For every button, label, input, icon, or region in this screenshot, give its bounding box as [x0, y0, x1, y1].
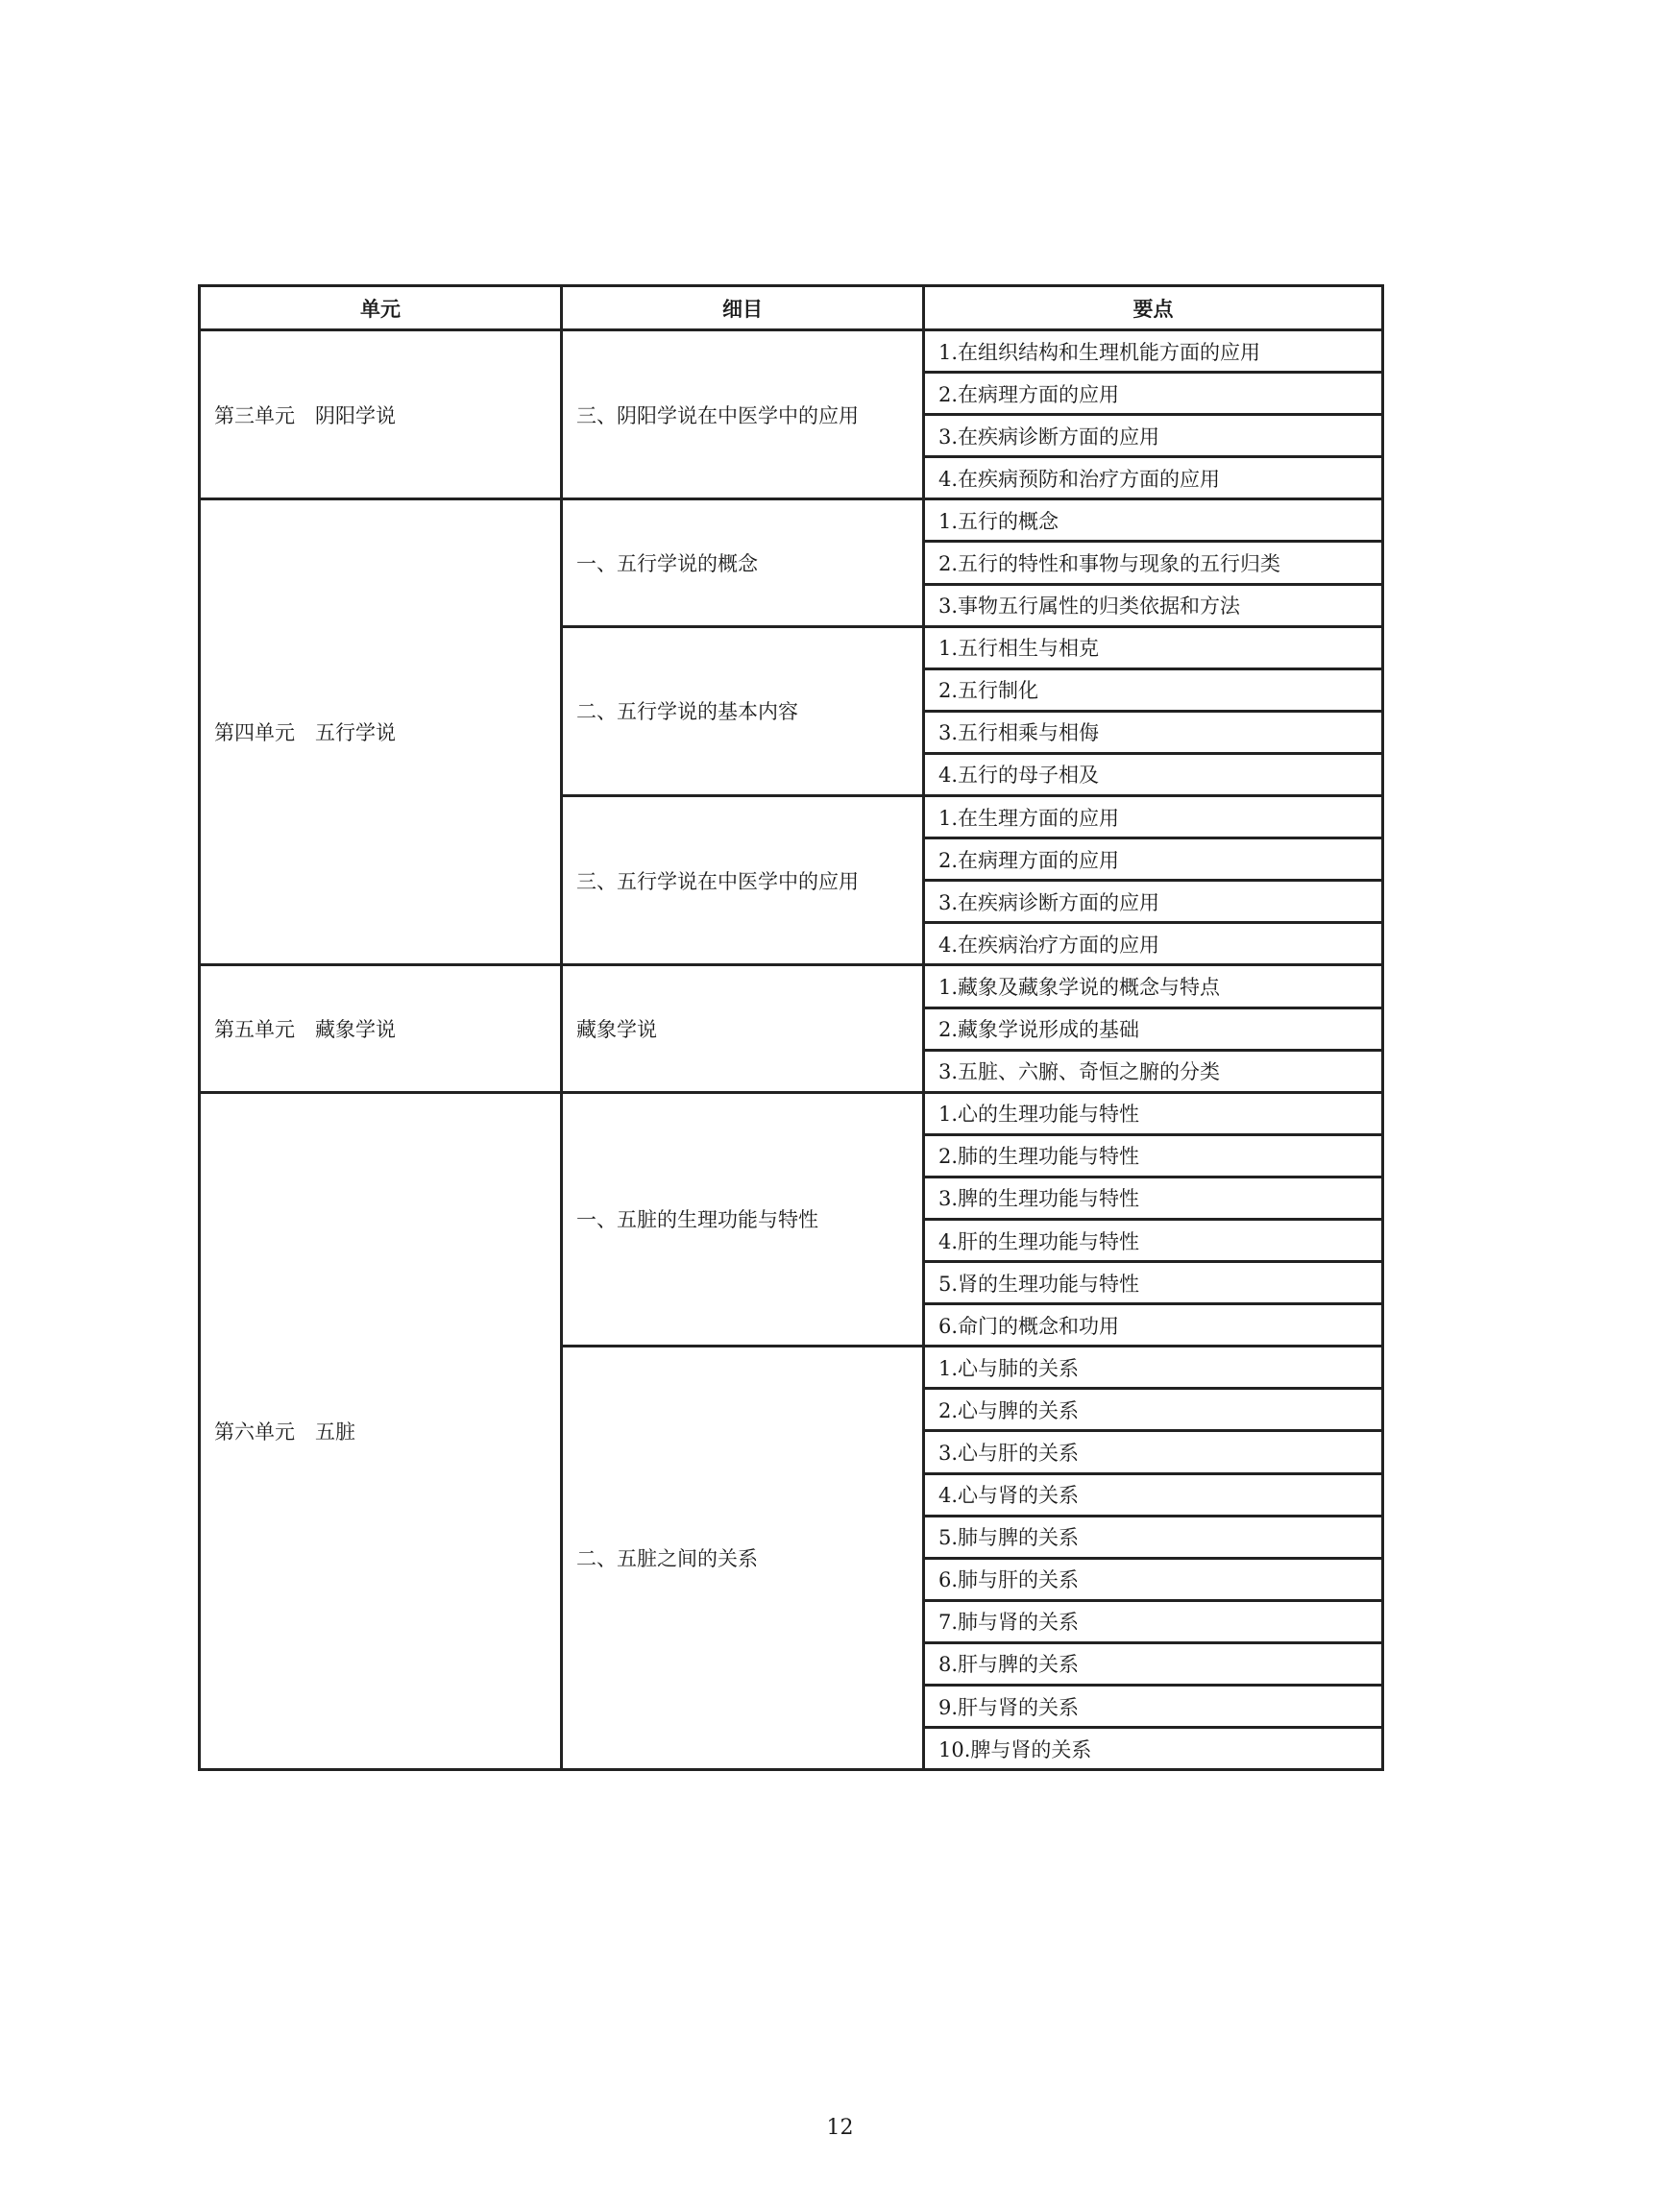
point-cell: 3.在疾病诊断方面的应用 — [924, 415, 1383, 457]
point-cell: 4.在疾病治疗方面的应用 — [924, 923, 1383, 965]
subitem-cell: 三、五行学说在中医学中的应用 — [562, 796, 924, 965]
point-cell: 1.五行相生与相克 — [924, 626, 1383, 668]
point-cell: 1.心的生理功能与特性 — [924, 1092, 1383, 1134]
point-cell: 2.在病理方面的应用 — [924, 838, 1383, 881]
subitem-cell: 二、五行学说的基本内容 — [562, 626, 924, 795]
point-cell: 6.肺与肝的关系 — [924, 1558, 1383, 1600]
point-cell: 3.五脏、六腑、奇恒之腑的分类 — [924, 1050, 1383, 1092]
point-cell: 1.心与肺的关系 — [924, 1347, 1383, 1389]
point-cell: 10.脾与肾的关系 — [924, 1728, 1383, 1770]
point-cell: 9.肝与肾的关系 — [924, 1686, 1383, 1728]
point-cell: 2.五行制化 — [924, 668, 1383, 711]
subitem-cell: 一、五脏的生理功能与特性 — [562, 1092, 924, 1347]
subitem-cell: 三、阴阳学说在中医学中的应用 — [562, 330, 924, 499]
point-cell: 4.心与肾的关系 — [924, 1473, 1383, 1516]
point-cell: 6.命门的概念和功用 — [924, 1304, 1383, 1347]
table-row — [200, 1092, 1383, 1134]
point-cell: 2.藏象学说形成的基础 — [924, 1007, 1383, 1050]
point-cell: 7.肺与肾的关系 — [924, 1600, 1383, 1642]
point-cell: 3.在疾病诊断方面的应用 — [924, 881, 1383, 923]
subitem-cell: 一、五行学说的概念 — [562, 499, 924, 626]
header-unit: 单元 — [200, 286, 562, 330]
unit-cell: 第六单元 五脏 — [200, 1092, 562, 1770]
point-cell: 3.五行相乘与相侮 — [924, 711, 1383, 753]
point-cell: 4.肝的生理功能与特性 — [924, 1219, 1383, 1261]
point-cell: 1.在生理方面的应用 — [924, 796, 1383, 838]
point-cell: 8.肝与脾的关系 — [924, 1642, 1383, 1685]
point-cell: 1.在组织结构和生理机能方面的应用 — [924, 330, 1383, 373]
point-cell: 4.五行的母子相及 — [924, 753, 1383, 795]
point-cell: 2.五行的特性和事物与现象的五行归类 — [924, 542, 1383, 584]
table-body — [200, 330, 1383, 1770]
point-cell: 3.脾的生理功能与特性 — [924, 1177, 1383, 1219]
table-row — [200, 330, 1383, 373]
point-cell: 2.肺的生理功能与特性 — [924, 1134, 1383, 1177]
unit-cell: 第五单元 藏象学说 — [200, 965, 562, 1092]
table-row — [200, 965, 1383, 1007]
unit-cell: 第三单元 阴阳学说 — [200, 330, 562, 499]
subitem-cell: 藏象学说 — [562, 965, 924, 1092]
point-cell: 3.事物五行属性的归类依据和方法 — [924, 584, 1383, 626]
point-cell: 2.在病理方面的应用 — [924, 373, 1383, 415]
header-subitem: 细目 — [562, 286, 924, 330]
point-cell: 3.心与肝的关系 — [924, 1431, 1383, 1473]
point-cell: 4.在疾病预防和治疗方面的应用 — [924, 457, 1383, 499]
point-cell: 5.肾的生理功能与特性 — [924, 1262, 1383, 1304]
point-cell: 1.藏象及藏象学说的概念与特点 — [924, 965, 1383, 1007]
syllabus-table — [198, 284, 1384, 1771]
table-row — [200, 499, 1383, 542]
table-header-row — [200, 286, 1383, 330]
header-points: 要点 — [924, 286, 1383, 330]
subitem-cell: 二、五脏之间的关系 — [562, 1347, 924, 1770]
point-cell: 1.五行的概念 — [924, 499, 1383, 542]
point-cell: 5.肺与脾的关系 — [924, 1516, 1383, 1558]
page-number: 12 — [826, 2116, 854, 2140]
point-cell: 2.心与脾的关系 — [924, 1389, 1383, 1431]
unit-cell: 第四单元 五行学说 — [200, 499, 562, 965]
